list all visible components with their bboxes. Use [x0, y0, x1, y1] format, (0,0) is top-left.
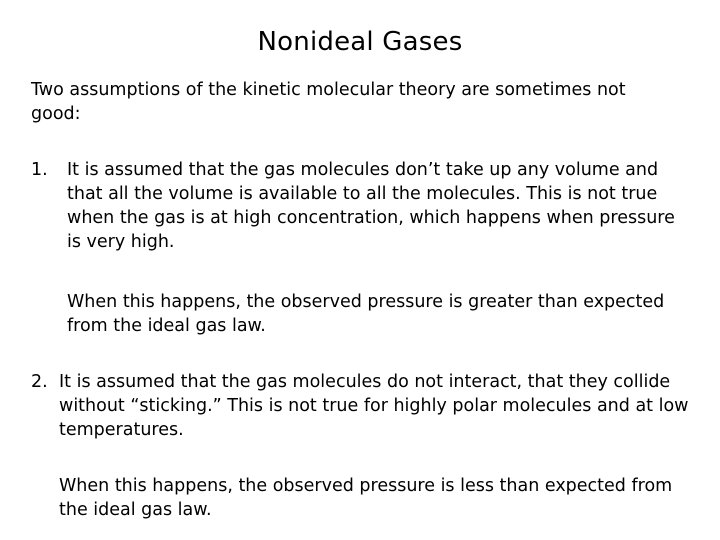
list-item-number: 1.: [31, 160, 48, 180]
list-item: [31, 158, 691, 258]
list-item-text: It is assumed that the gas molecules do not interact, that they collide without “sticking.” This is not true for highly polar molecules and at low temperatures.: [59, 372, 689, 440]
list-item: [31, 370, 691, 446]
list-item-note: When this happens, the observed pressure is less than expected from the ideal gas law.: [59, 476, 673, 520]
list-item-note: When this happens, the observed pressure is greater than expected from the ideal gas law.: [67, 292, 665, 336]
list-item-text: It is assumed that the gas molecules don’t take up any volume and that all the volume is available to all the molecules. This is not true when the gas is at high concentration, which happens when pressure is very high.: [67, 160, 675, 252]
intro-paragraph: Two assumptions of the kinetic molecular theory are sometimes not good:: [31, 80, 626, 124]
list-item-number: 2.: [31, 372, 48, 392]
slide-title: Nonideal Gases: [257, 27, 463, 57]
